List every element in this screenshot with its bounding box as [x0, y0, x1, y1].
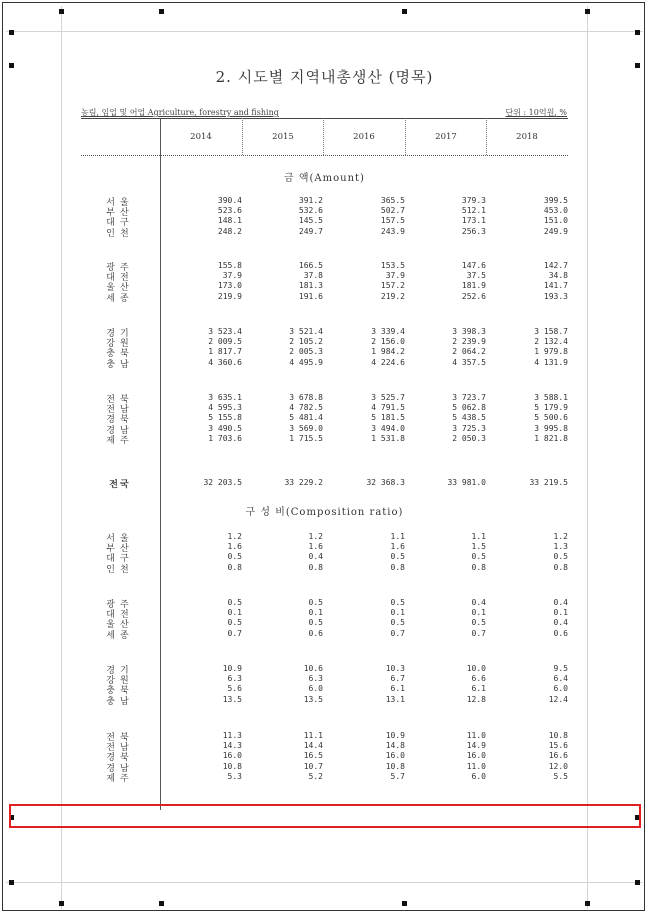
region-label: 전북 — [106, 733, 134, 743]
region-label: 부산 — [106, 208, 134, 219]
resize-handle[interactable] — [159, 9, 164, 14]
table-cell: 13.1 — [385, 694, 405, 704]
table-cell: 14.9 — [466, 741, 486, 751]
table-cell: 0.8 — [227, 562, 242, 572]
table-cell: 10.8 — [222, 761, 242, 771]
table-cell: 1.1 — [390, 532, 405, 541]
resize-handle[interactable] — [59, 9, 64, 14]
table-cell: 148.1 — [217, 216, 242, 226]
table-cell: 1.2 — [227, 532, 242, 541]
region-label: 울산 — [106, 283, 134, 294]
table-cell: 453.0 — [543, 206, 568, 216]
region-label: 부산 — [106, 544, 134, 555]
region-label: 전남 — [106, 405, 134, 416]
table-cell: 0.4 — [308, 552, 323, 562]
region-label: 충남 — [106, 696, 134, 707]
table-cell: 3 588.1 — [534, 393, 568, 402]
table-cell: 3 569.0 — [289, 423, 323, 433]
region-label: 충남 — [106, 359, 134, 370]
resize-handle[interactable] — [635, 30, 640, 35]
table-cell: 0.7 — [471, 628, 486, 638]
table-cell: 5 155.8 — [208, 413, 242, 423]
table-cell: 391.2 — [298, 196, 323, 205]
table-cell: 1 984.2 — [371, 347, 405, 357]
ratio-section-header: 구 성 비(Composition ratio) — [245, 507, 404, 518]
table-cell: 37.9 — [385, 271, 405, 281]
margin-guide-right — [587, 6, 588, 909]
table-cell: 37.9 — [222, 271, 242, 281]
resize-handle[interactable] — [585, 9, 590, 14]
table-cell: 252.6 — [461, 291, 486, 301]
table-cell: 3 398.3 — [452, 327, 486, 336]
table-cell: 193.3 — [543, 291, 568, 301]
table-cell: 4 357.5 — [452, 357, 486, 367]
table-cell: 0.5 — [471, 552, 486, 562]
table-cell: 6.1 — [471, 684, 486, 694]
table-cell: 2 239.9 — [452, 337, 486, 347]
table-cell: 4 791.5 — [371, 403, 405, 413]
page-title: 2. 시도별 지역내총생산 (명목) — [215, 68, 434, 86]
table-cell: 3 525.7 — [371, 393, 405, 402]
region-label: 인천 — [106, 564, 134, 575]
resize-handle[interactable] — [159, 901, 164, 906]
region-label: 세종 — [106, 293, 134, 304]
region-label: 서울 — [106, 198, 134, 208]
category-label: 농림, 임업 및 어업 Agriculture, forestry and fishing — [81, 108, 279, 117]
table-cell: 0.8 — [390, 562, 405, 572]
table-cell: 523.6 — [217, 206, 242, 216]
table-cell: 141.7 — [543, 281, 568, 291]
total-cell: 33 981.0 — [447, 478, 486, 487]
table-cell: 5 500.6 — [534, 413, 568, 423]
resize-handle[interactable] — [402, 901, 407, 906]
table-cell: 10.9 — [385, 731, 405, 740]
region-label: 충북 — [106, 349, 134, 360]
table-cell: 3 995.8 — [534, 423, 568, 433]
resize-handle[interactable] — [9, 880, 14, 885]
table-cell: 5 062.8 — [452, 403, 486, 413]
table-cell: 4 495.9 — [289, 357, 323, 367]
table-cell: 191.6 — [298, 291, 323, 301]
table-cell: 37.8 — [303, 271, 323, 281]
table-cell: 1.5 — [471, 542, 486, 552]
table-cell: 1.1 — [471, 532, 486, 541]
region-label: 서울 — [106, 534, 134, 544]
region-label: 제주 — [106, 773, 134, 784]
table-cell: 1.3 — [553, 542, 568, 552]
region-label: 경북 — [106, 415, 134, 426]
region-label: 경북 — [106, 753, 134, 764]
table-cell: 0.1 — [308, 608, 323, 618]
table-cell: 1 531.8 — [371, 433, 405, 443]
table-cell: 1.2 — [308, 532, 323, 541]
margin-guide-top — [6, 31, 643, 32]
table-cell: 1 703.6 — [208, 433, 242, 443]
table-cell: 532.6 — [298, 206, 323, 216]
table-cell: 37.5 — [466, 271, 486, 281]
table-cell: 2 050.3 — [452, 433, 486, 443]
table-cell: 1 817.7 — [208, 347, 242, 357]
table-cell: 4 360.6 — [208, 357, 242, 367]
table-cell: 0.5 — [471, 618, 486, 628]
table-cell: 249.7 — [298, 226, 323, 236]
table-cell: 1.6 — [227, 542, 242, 552]
table-cell: 2 132.4 — [534, 337, 568, 347]
region-label: 대전 — [106, 273, 134, 284]
table-cell: 0.7 — [390, 628, 405, 638]
table-cell: 248.2 — [217, 226, 242, 236]
table-cell: 15.6 — [548, 741, 568, 751]
year-header: 2016 — [353, 132, 375, 142]
table-cell: 0.4 — [553, 598, 568, 607]
table-cell: 9.5 — [553, 664, 568, 673]
table-top-rule — [81, 118, 568, 119]
table-cell: 11.1 — [303, 731, 323, 740]
region-label: 광주 — [106, 600, 134, 610]
region-label: 제주 — [106, 435, 134, 446]
region-label: 경남 — [106, 763, 134, 774]
table-cell: 6.0 — [308, 684, 323, 694]
table-cell: 3 678.8 — [289, 393, 323, 402]
year-header: 2015 — [272, 132, 294, 142]
table-cell: 6.1 — [390, 684, 405, 694]
resize-handle[interactable] — [635, 880, 640, 885]
region-label: 울산 — [106, 620, 134, 631]
table-cell: 153.5 — [380, 261, 405, 270]
table-cell: 390.4 — [217, 196, 242, 205]
table-cell: 0.8 — [553, 562, 568, 572]
table-cell: 0.6 — [308, 628, 323, 638]
table-cell: 0.5 — [227, 618, 242, 628]
table-cell: 14.4 — [303, 741, 323, 751]
header-bottom-rule — [81, 155, 568, 156]
table-cell: 155.8 — [217, 261, 242, 270]
table-cell: 16.0 — [466, 751, 486, 761]
table-cell: 3 723.7 — [452, 393, 486, 402]
table-cell: 2 064.2 — [452, 347, 486, 357]
table-cell: 3 339.4 — [371, 327, 405, 336]
table-cell: 249.9 — [543, 226, 568, 236]
table-cell: 0.4 — [553, 618, 568, 628]
region-label: 경기 — [106, 666, 134, 676]
table-cell: 1.6 — [308, 542, 323, 552]
region-label: 대구 — [106, 218, 134, 229]
table-cell: 4 131.9 — [534, 357, 568, 367]
table-cell: 10.9 — [222, 664, 242, 673]
table-cell: 12.8 — [466, 694, 486, 704]
table-cell: 399.5 — [543, 196, 568, 205]
selection-highlight[interactable] — [9, 804, 641, 828]
table-cell: 4 595.3 — [208, 403, 242, 413]
table-cell: 0.5 — [390, 552, 405, 562]
table-cell: 3 494.0 — [371, 423, 405, 433]
table-cell: 5.5 — [553, 771, 568, 781]
table-cell: 0.5 — [553, 552, 568, 562]
region-label: 세종 — [106, 630, 134, 641]
table-cell: 5 181.5 — [371, 413, 405, 423]
table-cell: 16.6 — [548, 751, 568, 761]
total-cell: 33 219.5 — [529, 478, 568, 487]
table-cell: 0.1 — [390, 608, 405, 618]
region-label: 경기 — [106, 329, 134, 339]
table-cell: 157.2 — [380, 281, 405, 291]
table-cell: 6.0 — [471, 771, 486, 781]
table-cell: 5 481.4 — [289, 413, 323, 423]
table-cell: 3 725.3 — [452, 423, 486, 433]
table-cell: 14.3 — [222, 741, 242, 751]
table-cell: 5.7 — [390, 771, 405, 781]
table-cell: 365.5 — [380, 196, 405, 205]
table-cell: 10.0 — [466, 664, 486, 673]
region-label: 강원 — [106, 676, 134, 687]
table-cell: 151.0 — [543, 216, 568, 226]
table-cell: 11.0 — [466, 731, 486, 740]
table-cell: 219.9 — [217, 291, 242, 301]
table-cell: 0.8 — [471, 562, 486, 572]
table-cell: 173.0 — [217, 281, 242, 291]
table-cell: 2 009.5 — [208, 337, 242, 347]
table-cell: 6.4 — [553, 674, 568, 684]
table-cell: 0.1 — [553, 608, 568, 618]
table-cell: 0.5 — [390, 598, 405, 607]
table-cell: 10.7 — [303, 761, 323, 771]
table-cell: 3 635.1 — [208, 393, 242, 402]
table-cell: 3 158.7 — [534, 327, 568, 336]
table-cell: 0.5 — [227, 552, 242, 562]
table-cell: 512.1 — [461, 206, 486, 216]
table-cell: 2 156.0 — [371, 337, 405, 347]
region-label: 대전 — [106, 610, 134, 621]
table-cell: 10.6 — [303, 664, 323, 673]
table-cell: 219.2 — [380, 291, 405, 301]
table-cell: 5.6 — [227, 684, 242, 694]
table-cell: 0.4 — [471, 598, 486, 607]
year-header: 2014 — [190, 132, 212, 142]
table-cell: 0.1 — [227, 608, 242, 618]
total-cell: 32 368.3 — [366, 478, 405, 487]
region-label: 경남 — [106, 425, 134, 436]
table-cell: 181.3 — [298, 281, 323, 291]
table-cell: 145.5 — [298, 216, 323, 226]
amount-section-header: 금 액(Amount) — [284, 173, 365, 184]
table-cell: 6.7 — [390, 674, 405, 684]
table-cell: 6.3 — [227, 674, 242, 684]
year-header: 2017 — [435, 132, 457, 142]
table-cell: 34.8 — [548, 271, 568, 281]
margin-guide-bottom — [6, 882, 643, 883]
table-cell: 13.5 — [303, 694, 323, 704]
region-label: 강원 — [106, 339, 134, 350]
table-cell: 0.1 — [471, 608, 486, 618]
region-label: 전남 — [106, 743, 134, 754]
table-cell: 16.0 — [222, 751, 242, 761]
table-cell: 10.8 — [385, 761, 405, 771]
table-cell: 0.5 — [308, 618, 323, 628]
table-cell: 502.7 — [380, 206, 405, 216]
table-cell: 6.3 — [308, 674, 323, 684]
table-cell: 379.3 — [461, 196, 486, 205]
total-cell: 32 203.5 — [203, 478, 242, 487]
table-cell: 181.9 — [461, 281, 486, 291]
table-cell: 0.5 — [308, 598, 323, 607]
table-cell: 3 490.5 — [208, 423, 242, 433]
table-cell: 147.6 — [461, 261, 486, 270]
unit-label: 단위 : 10억원, % — [505, 108, 567, 117]
table-cell: 256.3 — [461, 226, 486, 236]
table-cell: 0.7 — [227, 628, 242, 638]
table-cell: 173.1 — [461, 216, 486, 226]
table-cell: 10.8 — [548, 731, 568, 740]
table-cell: 3 523.4 — [208, 327, 242, 336]
table-cell: 1 821.8 — [534, 433, 568, 443]
table-cell: 14.8 — [385, 741, 405, 751]
table-cell: 3 521.4 — [289, 327, 323, 336]
table-cell: 5 438.5 — [452, 413, 486, 423]
table-cell: 4 782.5 — [289, 403, 323, 413]
year-header: 2018 — [516, 132, 538, 142]
table-cell: 13.5 — [222, 694, 242, 704]
table-cell: 0.5 — [390, 618, 405, 628]
table-cell: 12.0 — [548, 761, 568, 771]
total-label: 전국 — [109, 480, 131, 490]
label-column-divider — [160, 118, 161, 810]
table-cell: 2 105.2 — [289, 337, 323, 347]
table-cell: 16.0 — [385, 751, 405, 761]
margin-guide-left — [61, 6, 62, 909]
resize-handle[interactable] — [402, 9, 407, 14]
region-label: 인천 — [106, 228, 134, 239]
table-cell: 5.3 — [227, 771, 242, 781]
table-cell: 11.0 — [466, 761, 486, 771]
table-cell: 4 224.6 — [371, 357, 405, 367]
table-cell: 1 715.5 — [289, 433, 323, 443]
table-cell: 0.6 — [553, 628, 568, 638]
table-cell: 6.0 — [553, 684, 568, 694]
table-cell: 166.5 — [298, 261, 323, 270]
resize-handle[interactable] — [585, 901, 590, 906]
table-cell: 142.7 — [543, 261, 568, 270]
table-cell: 1 979.8 — [534, 347, 568, 357]
total-cell: 33 229.2 — [284, 478, 323, 487]
table-cell: 1.2 — [553, 532, 568, 541]
region-label: 대구 — [106, 554, 134, 565]
table-cell: 11.3 — [222, 731, 242, 740]
table-cell: 0.5 — [227, 598, 242, 607]
table-cell: 243.9 — [380, 226, 405, 236]
region-label: 광주 — [106, 263, 134, 273]
table-cell: 0.8 — [308, 562, 323, 572]
region-label: 전북 — [106, 395, 134, 405]
table-cell: 16.5 — [303, 751, 323, 761]
table-cell: 1.6 — [390, 542, 405, 552]
table-cell: 2 005.3 — [289, 347, 323, 357]
region-label: 충북 — [106, 686, 134, 697]
table-cell: 5.2 — [308, 771, 323, 781]
table-cell: 5 179.9 — [534, 403, 568, 413]
resize-handle[interactable] — [9, 30, 14, 35]
resize-handle[interactable] — [59, 901, 64, 906]
table-cell: 12.4 — [548, 694, 568, 704]
table-cell: 6.6 — [471, 674, 486, 684]
table-cell: 157.5 — [380, 216, 405, 226]
table-cell: 10.3 — [385, 664, 405, 673]
